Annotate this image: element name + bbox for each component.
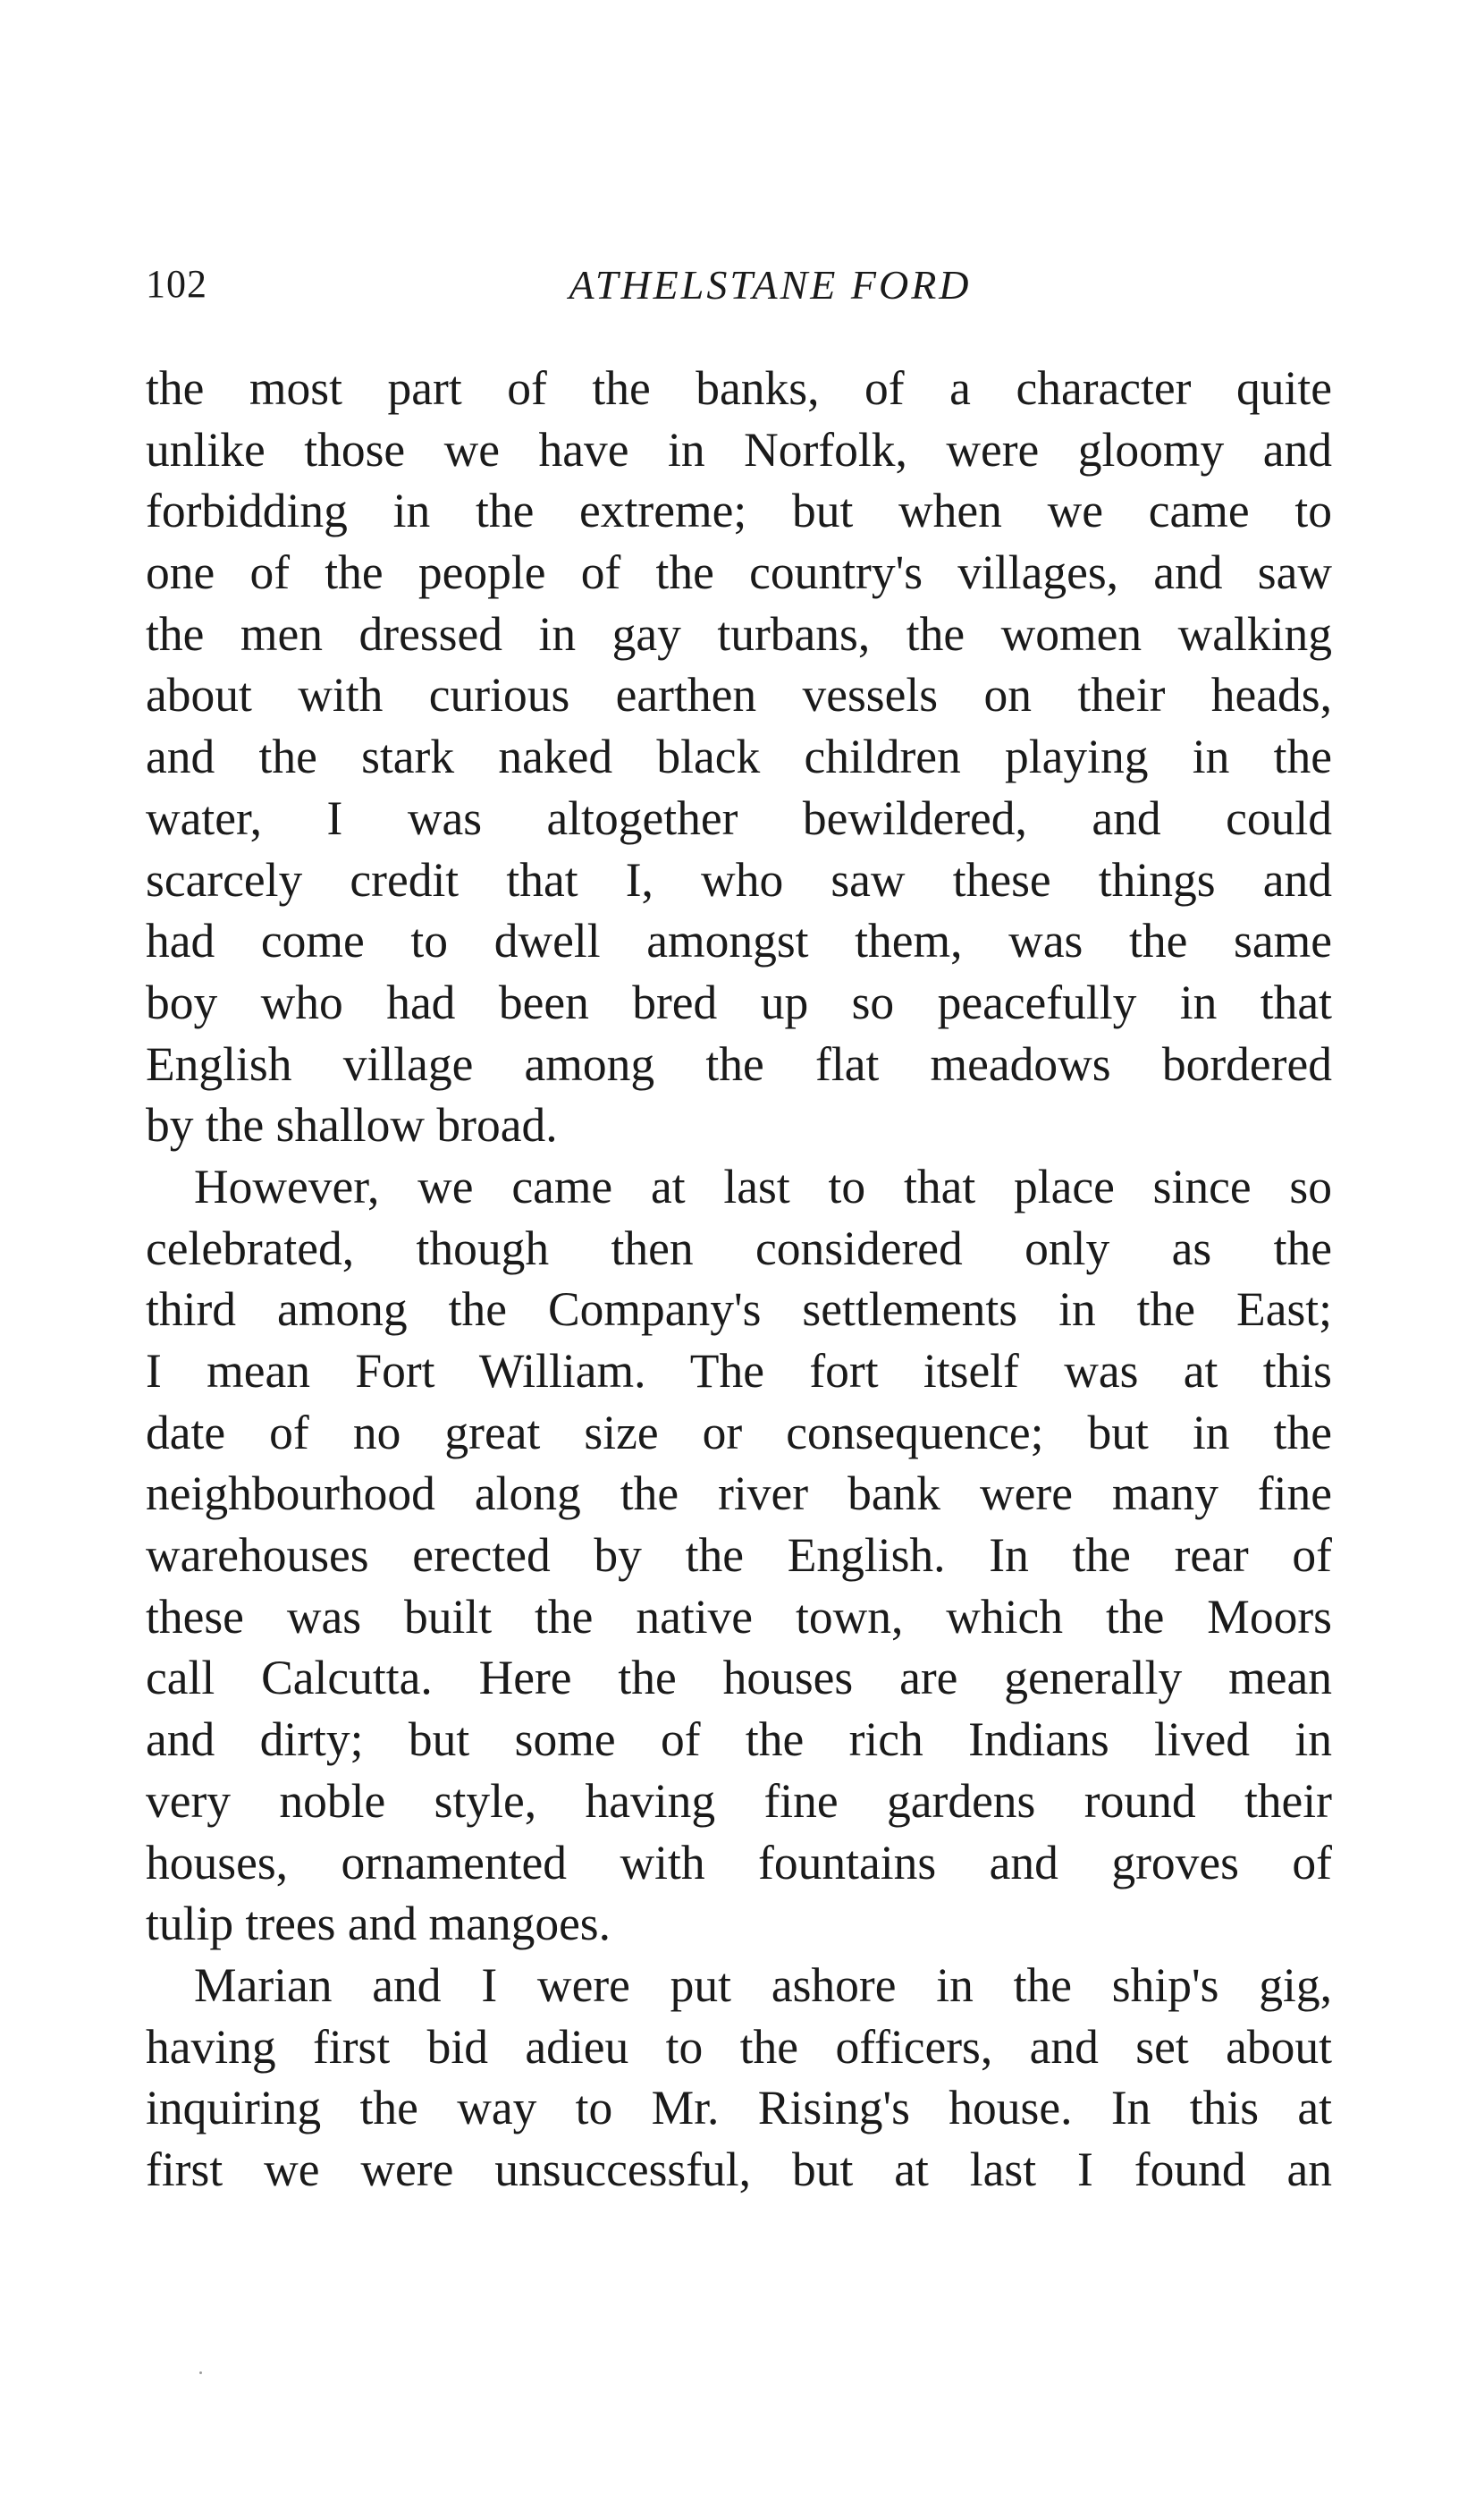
text-line: and dirty; but some of the rich Indians lived in: [146, 1712, 1332, 1767]
text-line: the most part of the banks, of a character quite: [146, 361, 1332, 415]
text-line: inquiring the way to Mr. Rising's house. In this at: [146, 2081, 1332, 2135]
text-line: water, I was altogether bewildered, and could: [146, 790, 1332, 845]
text-line: date of no great size or consequence; but in the: [146, 1405, 1332, 1459]
text-line: However, we came at last to that place since so: [194, 1159, 1332, 1213]
text-line: had come to dwell amongst them, was the same: [146, 914, 1332, 968]
text-line: and the stark naked black children playing in the: [146, 730, 1332, 784]
text-line: third among the Company's settlements in the East;: [146, 1282, 1332, 1337]
text-line: neighbourhood along the river bank were many fine: [146, 1467, 1332, 1521]
text-line: these was built the native town, which the Moors: [146, 1589, 1332, 1644]
text-line: about with curious earthen vessels on their heads,: [146, 668, 1332, 723]
text-line: having first bid adieu to the officers, and set about: [146, 2019, 1332, 2074]
text-line: scarcely credit that I, who saw these things and: [146, 852, 1332, 907]
text-line: call Calcutta. Here the houses are generally mean: [146, 1651, 1332, 1705]
text-line: by the shallow broad.: [146, 1098, 558, 1153]
text-line: first we were unsuccessful, but at last I found an: [146, 2142, 1332, 2196]
text-line: houses, ornamented with fountains and groves of: [146, 1835, 1332, 1889]
running-header: [146, 261, 1332, 315]
text-line: I mean Fort William. The fort itself was at this: [146, 1344, 1332, 1398]
text-line: English village among the flat meadows bordered: [146, 1036, 1332, 1091]
text-line: one of the people of the country's villages, and saw: [146, 545, 1332, 600]
text-line: the men dressed in gay turbans, the women walking: [146, 606, 1332, 661]
text-line: Marian and I were put ashore in the ship's gig,: [194, 1957, 1332, 2012]
print-speck: [199, 2371, 202, 2374]
text-line: forbidding in the extreme; but when we came to: [146, 484, 1332, 538]
text-line: tulip trees and mangoes.: [146, 1897, 611, 1951]
body-text: [146, 358, 1332, 2201]
running-title: ATHELSTANE FORD: [569, 262, 972, 308]
page-number: 102: [146, 262, 207, 306]
text-line: warehouses erected by the English. In the rear of: [146, 1528, 1332, 1583]
text-line: unlike those we have in Norfolk, were gloomy and: [146, 422, 1332, 477]
text-line: very noble style, having fine gardens round their: [146, 1773, 1332, 1828]
text-line: celebrated, though then considered only as the: [146, 1221, 1332, 1275]
text-line: boy who had been bred up so peacefully in that: [146, 975, 1332, 1029]
